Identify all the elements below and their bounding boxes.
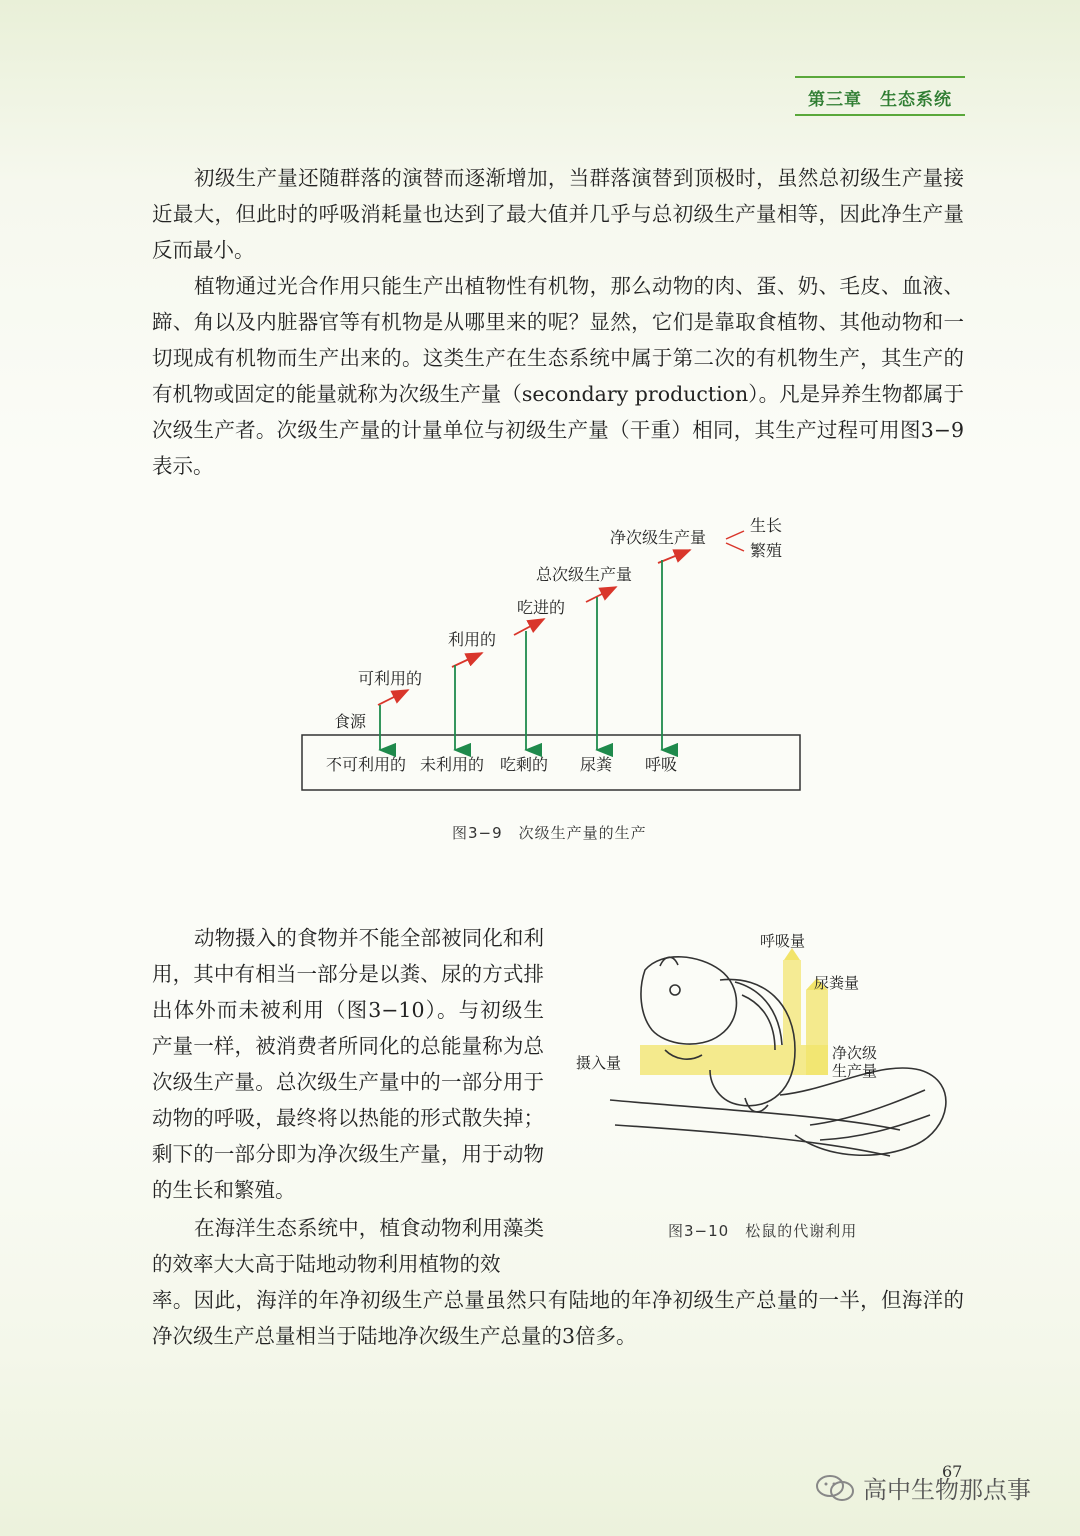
red-arrow-3 — [514, 619, 544, 635]
squirrel-stripes — [735, 982, 782, 1050]
header-bottom-rule — [795, 114, 965, 116]
loss-unused: 未利用的 — [420, 755, 485, 774]
step-available: 可利用的 — [358, 669, 423, 688]
page-number: 67 — [942, 1462, 963, 1481]
net-bar — [806, 990, 828, 1075]
red-arrow-1 — [378, 690, 408, 705]
label-intake: 摄入量 — [576, 1054, 622, 1072]
branch-outline — [610, 1100, 900, 1156]
step-gross-secondary: 总次级生产量 — [536, 565, 633, 584]
step-net-secondary: 净次级生产量 — [610, 528, 707, 547]
label-net-line1: 净次级 — [832, 1044, 878, 1062]
excretion-bar — [783, 960, 801, 1045]
branch-growth: 生长 — [750, 516, 783, 535]
squirrel-eye — [670, 985, 680, 995]
step-utilized: 利用的 — [448, 630, 497, 649]
squirrel-tail-fur — [810, 1090, 930, 1140]
paragraph-4 — [152, 1210, 964, 1354]
squirrel-head — [641, 957, 737, 1044]
header-top-rule — [795, 76, 965, 78]
label-respiration: 呼吸量 — [760, 932, 806, 950]
wechat-icon — [815, 1473, 855, 1503]
branch-line-reproduction — [726, 543, 744, 551]
step-ingested: 吃进的 — [517, 598, 566, 617]
paragraph-4-rest: 率。因此，海洋的年净初级生产总量虽然只有陆地的年净初级生产总量的一半，但海洋的净次级生产总量相当于陆地净次级生产总量的3倍多。 — [152, 1288, 964, 1348]
figure-3-9-caption: 图3−9 次级生产量的生产 — [452, 824, 647, 842]
squirrel-tail — [780, 1068, 946, 1155]
figure-3-9-diagram — [290, 505, 820, 805]
red-arrow-2 — [452, 653, 482, 667]
label-excretion: 尿粪量 — [814, 974, 860, 992]
figure-3-10-caption: 图3−10 松鼠的代谢利用 — [668, 1222, 858, 1240]
watermark-text: 高中生物那点事 — [863, 1476, 1031, 1504]
chapter-title: 第三章 生态系统 — [808, 90, 952, 110]
figure-3-10-squirrel — [570, 920, 970, 1210]
loss-respiration: 呼吸 — [645, 755, 678, 774]
loss-excreta: 尿粪 — [580, 755, 613, 774]
chapter-header — [795, 76, 965, 116]
loss-leftover: 吃剩的 — [500, 755, 549, 774]
loss-unavailable: 不可利用的 — [326, 755, 407, 774]
label-net-line2: 生产量 — [832, 1062, 878, 1080]
branch-line-growth — [726, 531, 744, 539]
branch-reproduction: 繁殖 — [750, 541, 783, 560]
paragraph-1: 初级生产量还随群落的演替而逐渐增加，当群落演替到顶极时，虽然总初级生产量接近最大，但此时的呼吸消耗量也达到了最大值并几乎与总初级生产量相等，因此净生产量反而最小。 — [152, 166, 964, 262]
paragraph-4-line-1: 在海洋生态系统中，植食动物利用藻类的效率大大高于陆地动物利用植物的效 — [152, 1216, 544, 1276]
paragraph-2: 植物通过光合作用只能生产出植物性有机物，那么动物的肉、蛋、奶、毛皮、血液、蹄、角以及内脏器官等有机物是从哪里来的呢？显然，它们是靠取食植物、其他动物和一切现成有机物而生产出来的。这类生产在生态系统中属于第二次的有机物生产，其生产的有机物或固定的能量就称为次级生产量（secondary production）。凡是异养生物都属于次级生产者。次级生产量的计量单位与初级生产量（干重）相同，其生产过程可用图3−9表示。 — [152, 274, 964, 478]
watermark — [815, 1470, 1031, 1505]
intake-bar — [640, 1045, 828, 1075]
red-arrow-4 — [586, 587, 616, 602]
paragraph-3: 动物摄入的食物并不能全部被同化和利用，其中有相当一部分是以粪、尿的方式排出体外而未被利用（图3−10）。与初级生产量一样，被消费者所同化的总能量称为总次级生产量。总次级生产量中的一部分用于动物的呼吸，最终将以热能的形式散失掉；剩下的一部分即为净次级生产量，用于动物的生长和繁殖。 — [152, 926, 544, 1202]
step-food-source: 食源 — [334, 712, 367, 731]
